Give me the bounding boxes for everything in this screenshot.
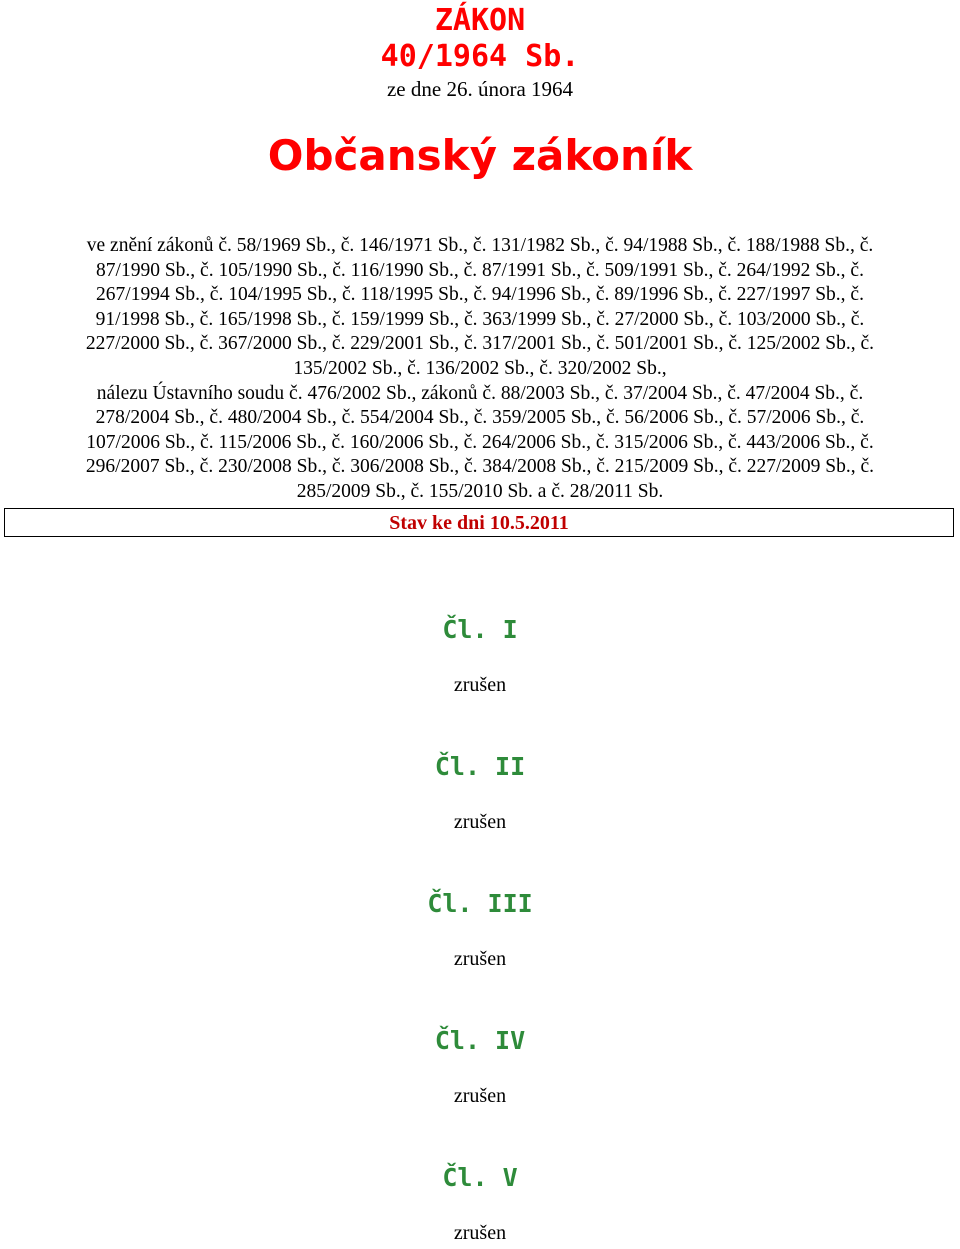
amendment-line: 135/2002 Sb., č. 136/2002 Sb., č. 320/2002 Sb.,: [293, 357, 667, 379]
article-heading: Čl. IV: [434, 1026, 526, 1055]
article-2: [0, 752, 960, 834]
article-heading: Čl. III: [427, 889, 533, 918]
amendment-line: 278/2004 Sb., č. 480/2004 Sb., č. 554/2004 Sb., č. 359/2005 Sb., č. 56/2006 Sb., č. 57/2006 Sb., č.: [95, 407, 865, 429]
article-body: zrušen: [453, 1222, 507, 1244]
amendment-line: 91/1998 Sb., č. 165/1998 Sb., č. 159/1999 Sb., č. 363/1999 Sb., č. 27/2000 Sb., č. 103/2000 Sb., č.: [95, 308, 865, 330]
article-body: zrušen: [453, 811, 507, 833]
status-label: Stav ke dni 10.5.2011: [389, 512, 569, 534]
article-heading: Čl. I: [442, 615, 518, 644]
amendment-line: 296/2007 Sb., č. 230/2008 Sb., č. 306/2008 Sb., č. 384/2008 Sb., č. 215/2009 Sb., č. 227/2009 Sb., č.: [85, 456, 875, 478]
law-date: ze dne 26. února 1964: [386, 77, 574, 101]
article-3: [0, 889, 960, 971]
article-body: zrušen: [453, 674, 507, 696]
amendment-line: nálezu Ústavního soudu č. 476/2002 Sb., zákonů č. 88/2003 Sb., č. 37/2004 Sb., č. 47/2004 Sb., č.: [96, 382, 864, 404]
law-number: 40/1964 Sb.: [380, 39, 580, 74]
article-4: [0, 1026, 960, 1108]
article-heading: Čl. II: [434, 752, 526, 781]
amendment-line: ve znění zákonů č. 58/1969 Sb., č. 146/1971 Sb., č. 131/1982 Sb., č. 94/1988 Sb., č. 188/1988 Sb., č.: [86, 235, 874, 256]
law-label: ZÁKON: [434, 3, 526, 38]
article-1: [0, 615, 960, 697]
amendment-line: 107/2006 Sb., č. 115/2006 Sb., č. 160/2006 Sb., č. 264/2006 Sb., č. 315/2006 Sb., č. 443/2006 Sb., č.: [86, 431, 874, 453]
amendment-line: 87/1990 Sb., č. 105/1990 Sb., č. 116/1990 Sb., č. 87/1991 Sb., č. 509/1991 Sb., č. 264/1992 Sb., č.: [96, 259, 864, 281]
amendment-line: 227/2000 Sb., č. 367/2000 Sb., č. 229/2001 Sb., č. 317/2001 Sb., č. 501/2001 Sb., č. 125/2002 Sb., č.: [85, 333, 875, 355]
article-5: [0, 1163, 960, 1245]
amendments-list: [30, 234, 930, 505]
page-title: Občanský zákoník: [267, 131, 693, 180]
article-body: zrušen: [453, 948, 507, 970]
article-body: zrušen: [453, 1085, 507, 1107]
amendment-line: 285/2009 Sb., č. 155/2010 Sb. a č. 28/2011 Sb.: [296, 480, 664, 502]
article-heading: Čl. V: [442, 1163, 518, 1192]
status-box: [4, 508, 954, 537]
amendment-line: 267/1994 Sb., č. 104/1995 Sb., č. 118/1995 Sb., č. 94/1996 Sb., č. 89/1996 Sb., č. 227/1997 Sb., č.: [96, 284, 864, 306]
